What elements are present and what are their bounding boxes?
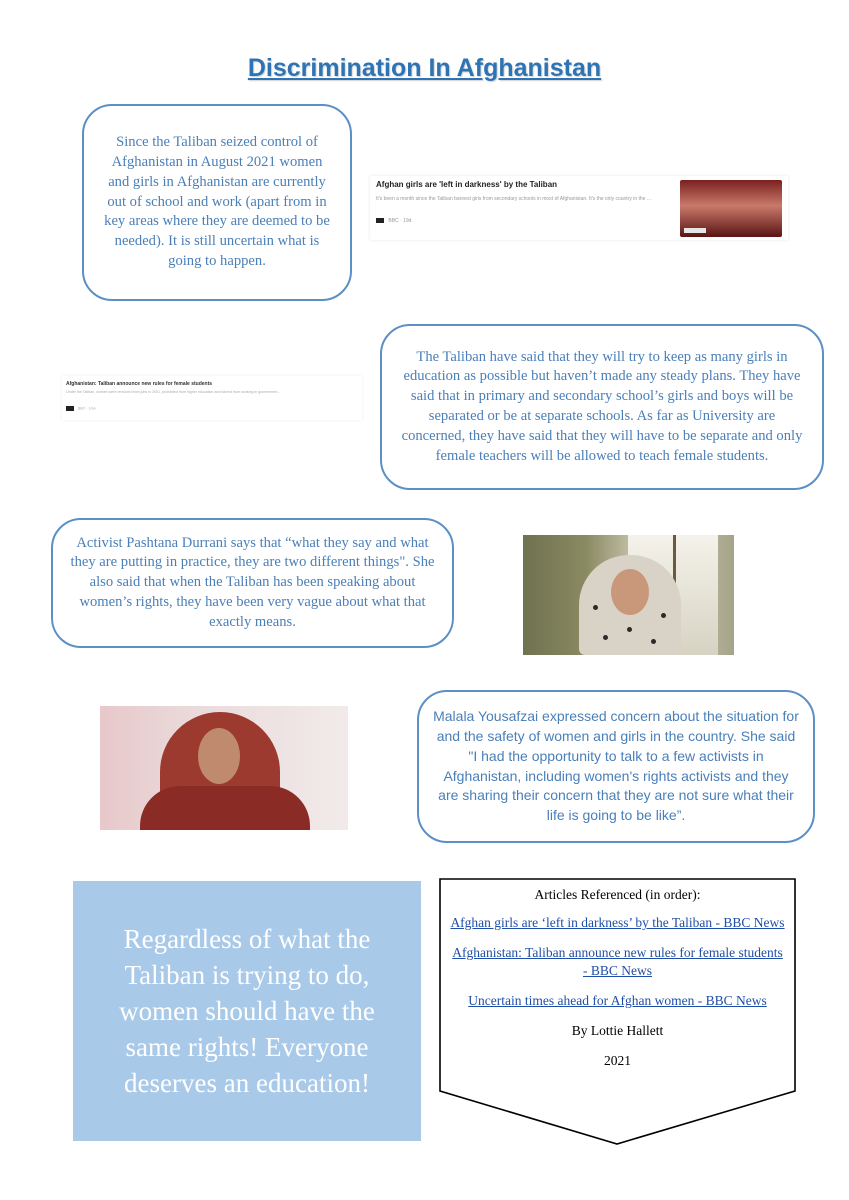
shawl-dot xyxy=(661,613,666,618)
face-shape xyxy=(198,728,240,784)
article-card-new-rules[interactable] xyxy=(62,376,362,420)
durrani-photo xyxy=(523,535,734,655)
article-meta: BBC · 19d xyxy=(376,218,411,224)
shawl-dot xyxy=(593,605,598,610)
page-title: Discrimination In Afghanistan xyxy=(247,54,602,82)
bubble-text: Activist Pashtana Durrani says that “what they say and what they are putting in practice, they are two different things". She also said that when the Taliban has been speaking about women’s rights, they have been very vague about what that exactly means. xyxy=(70,534,435,630)
quote-box xyxy=(73,881,421,1141)
face-shape xyxy=(611,569,649,615)
bbc-watermark-icon xyxy=(684,228,706,233)
article-source: BBC xyxy=(78,406,86,411)
article-meta: BBC · 1mo xyxy=(66,406,96,411)
info-bubble-taliban-seized xyxy=(82,104,352,301)
reference-link-left-in-darkness[interactable]: Afghan girls are ‘left in darkness’ by the Taliban - BBC News xyxy=(450,915,785,930)
shawl-dot xyxy=(627,627,632,632)
article-source: BBC xyxy=(388,218,399,224)
references-panel xyxy=(439,878,796,1146)
bbc-logo-icon xyxy=(376,218,384,223)
bubble-text: The Taliban have said that they will try to keep as many girls in education as possible but haven’t made any steady plans. They have said that in primary and secondary school’s girls and boys will be separated or be at separate schools. As far as University are concerned, they have said that they will have to be separate and only female teachers will be allowed to teach female students. xyxy=(401,348,803,464)
shawl-dot xyxy=(603,635,608,640)
article-age: 19d xyxy=(403,218,412,224)
article-headline: Afghan girls are 'left in darkness' by the Taliban xyxy=(376,180,558,189)
body-shape xyxy=(140,786,310,830)
bubble-text: Malala Yousafzai expressed concern about the situation for and the safety of women and girls in the country. She said "I had the opportunity to talk to a few activists in Afghanistan, including women's rights activists and they are sharing their concern that they are not sure what their life is going to be like”. xyxy=(433,708,799,824)
info-bubble-education-plans xyxy=(380,324,824,490)
quote-text: Regardless of what the Taliban is trying to do, women should have the same rights! Everyone deserves an education! xyxy=(119,924,375,1098)
article-card-left-in-darkness[interactable] xyxy=(370,176,788,240)
references-heading: Articles Referenced (in order): xyxy=(534,887,701,902)
bubble-text: Since the Taliban seized control of Afghanistan in August 2021 women and girls in Afghanistan are currently out of school and work (apart from in key areas where they are deemed to be needed). It is still uncertain what is going to happen. xyxy=(104,134,330,269)
article-headline: Afghanistan: Taliban announce new rules for female students xyxy=(66,381,213,387)
info-bubble-durrani xyxy=(51,518,454,648)
article-thumbnail xyxy=(680,180,782,237)
article-summary: It's been a month since the Taliban banned girls from secondary schools in most of Afghanistan. It's the only country in the ... xyxy=(376,196,652,202)
info-bubble-malala xyxy=(417,690,815,843)
year-label: 2021 xyxy=(604,1053,631,1068)
article-summary: Under the Taliban, women were removed from jobs in 2001, prohibited from higher education and barred from working in government... xyxy=(66,390,281,394)
shawl-dot xyxy=(651,639,656,644)
article-age: 1mo xyxy=(88,406,96,411)
reference-link-uncertain-times[interactable]: Uncertain times ahead for Afghan women - BBC News xyxy=(468,993,767,1008)
author-credit: By Lottie Hallett xyxy=(571,1023,664,1038)
reference-link-new-rules[interactable]: Afghanistan: Taliban announce new rules for female students - BBC News xyxy=(452,945,783,978)
malala-photo xyxy=(100,706,348,830)
bbc-logo-icon xyxy=(66,406,74,411)
